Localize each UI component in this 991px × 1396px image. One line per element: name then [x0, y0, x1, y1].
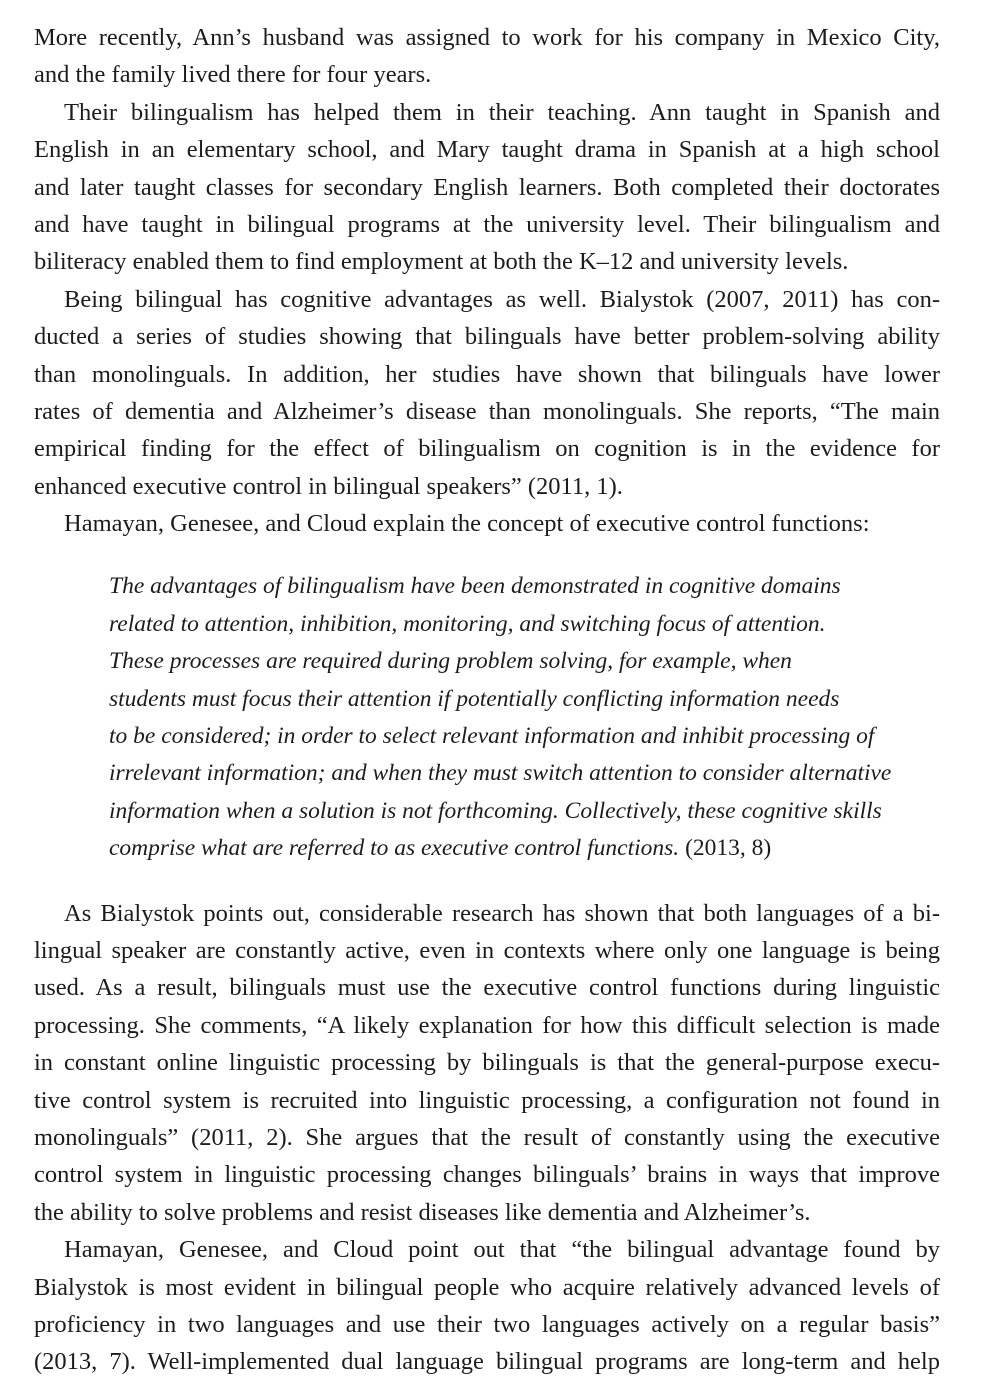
paragraph — [34, 505, 940, 542]
text-line: lingual speaker are constantly active, even in contexts where only one language is being — [34, 936, 940, 964]
quote-citation: (2013, 8) — [685, 835, 772, 862]
text-line: Bialystok is most evident in bilingual people who acquire relatively advanced levels of — [34, 1273, 940, 1301]
text-line: ducted a series of studies showing that bilinguals have better problem-solving ability — [34, 323, 940, 351]
text-line: English in an elementary school, and Mary taught drama in Spanish at a high school — [34, 136, 940, 164]
page-body — [34, 19, 940, 1381]
quote-line: related to attention, inhibition, monitoring, and switching focus of attention. — [109, 610, 826, 637]
text-line: in constant online linguistic processing by bilinguals is that the general-purpose execu- — [34, 1049, 940, 1077]
text-line: (2013, 7). Well-implemented dual language bilingual programs are long-term and help — [34, 1348, 940, 1376]
quote-line: information when a solution is not forthcoming. Collectively, these cognitive skills — [109, 797, 882, 824]
text-line: tive control system is recruited into linguistic processing, a configuration not found in — [34, 1086, 940, 1114]
paragraph — [34, 19, 940, 94]
text-line: processing. She comments, “A likely explanation for how this difficult selection is made — [34, 1011, 940, 1039]
text-line: enhanced executive control in bilingual speakers” (2011, 1). — [34, 472, 623, 500]
text-line: Their bilingualism has helped them in their teaching. Ann taught in Spanish and — [64, 98, 940, 126]
text-line: rates of dementia and Alzheimer’s disease than monolinguals. She reports, “The main — [34, 397, 940, 425]
text-line: As Bialystok points out, considerable research has shown that both languages of a bi- — [64, 899, 940, 927]
text-line: Being bilingual has cognitive advantages as well. Bialystok (2007, 2011) has con- — [64, 285, 940, 313]
text-line: Hamayan, Genesee, and Cloud explain the concept of executive control functions: — [64, 510, 870, 538]
quote-text: comprise what are referred to as executive control functions. — [109, 835, 680, 862]
quote-line — [109, 830, 861, 867]
quote-line: students must focus their attention if potentially conflicting information needs — [109, 685, 840, 712]
paragraph — [34, 895, 940, 1232]
block-quote — [34, 568, 892, 867]
quote-line: irrelevant information; and when they must switch attention to consider alternative — [109, 760, 892, 787]
paragraph — [34, 1231, 940, 1381]
text-line: than monolinguals. In addition, her studies have shown that bilinguals have lower — [34, 360, 940, 388]
body-text-top — [34, 19, 940, 542]
text-line: the ability to solve problems and resist diseases like dementia and Alzheimer’s. — [34, 1198, 811, 1226]
text-line: control system in linguistic processing changes bilinguals’ brains in ways that improve — [34, 1161, 940, 1189]
text-line: used. As a result, bilinguals must use the executive control functions during linguistic — [34, 974, 940, 1002]
text-line: empirical finding for the effect of bilingualism on cognition is in the evidence for — [34, 435, 940, 463]
paragraph — [34, 94, 940, 281]
text-line: More recently, Ann’s husband was assigned to work for his company in Mexico City, — [34, 24, 940, 51]
text-line: and the family lived there for four years. — [34, 61, 432, 89]
quote-line: to be considered; in order to select relevant information and inhibit processing of — [109, 723, 875, 750]
text-line: proficiency in two languages and use their two languages actively on a regular basis” — [34, 1310, 940, 1338]
text-line: biliteracy enabled them to find employment at both the K–12 and university levels. — [34, 248, 849, 276]
body-text-bottom — [34, 895, 940, 1381]
quote-line: These processes are required during problem solving, for example, when — [109, 648, 792, 675]
text-line: monolinguals” (2011, 2). She argues that the result of constantly using the executive — [34, 1123, 940, 1151]
paragraph — [34, 281, 940, 505]
text-line: and later taught classes for secondary English learners. Both completed their doctorates — [34, 173, 940, 201]
text-line: and have taught in bilingual programs at the university level. Their bilingualism and — [34, 210, 940, 238]
text-line: Hamayan, Genesee, and Cloud point out that “the bilingual advantage found by — [64, 1236, 940, 1264]
quote-line: The advantages of bilingualism have been demonstrated in cognitive domains — [109, 573, 841, 600]
